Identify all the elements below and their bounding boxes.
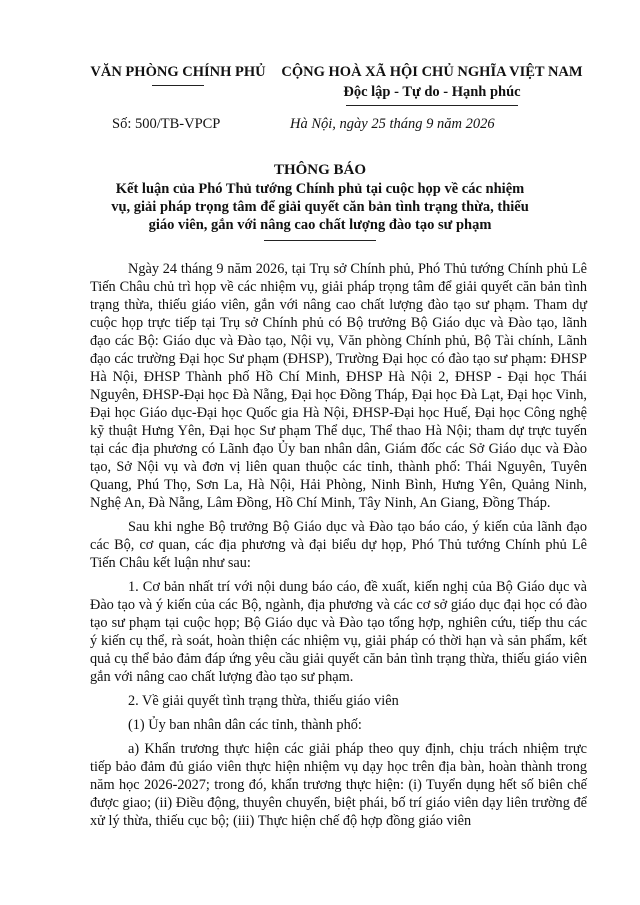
national-motto: Độc lập - Tự do - Hạnh phúc bbox=[343, 84, 521, 100]
body-paragraph: a) Khẩn trương thực hiện các giải pháp theo quy định, chịu trách nhiệm trực tiếp bảo đảm đủ giáo viên thực hiện nhiệm vụ dạy học trên địa bàn, hoàn thành trong năm học 2026-2027; trong đó, khẩn trương thực hiện: (i) Tuyển dụng hết số biên chế được giao; (ii) Điều động, thuyên chuyển, biệt phái, bố trí giáo viên dạy liên trường để xử lý thừa, thiếu cục bộ; (iii) Thực hiện chế độ hợp đồng giáo viên bbox=[90, 741, 587, 829]
document-subtitle: Kết luận của Phó Thủ tướng Chính phủ tại cuộc họp về các nhiệm vụ, giải pháp trọng tâm để giải quyết căn bản tình trạng thừa, thiếu giáo viên, gắn với nâng cao chất lượng đào tạo sư phạm bbox=[111, 181, 529, 233]
national-header-block bbox=[272, 62, 592, 106]
body-paragraph: 1. Cơ bản nhất trí với nội dung báo cáo, đề xuất, kiến nghị của Bộ Giáo dục và Đào tạo và ý kiến của các Bộ, ngành, địa phương và các cơ sở giáo dục đại học có đào tạo sư phạm tại cuộc họp; Bộ Giáo dục và Đào tạo tổng hợp, nghiên cứu, tiếp thu các ý kiến cụ thể, rà soát, hoàn thiện các nhiệm vụ, giải pháp có thời hạn và sản phẩm, kết quả cụ thể bảo đảm đáp ứng yêu cầu giải quyết căn bản tình trạng thừa, thiếu giáo viên gắn với nâng cao chất lượng đào tạo sư phạm. bbox=[90, 579, 587, 685]
issuing-agency: VĂN PHÒNG CHÍNH PHỦ bbox=[90, 64, 266, 80]
motto-underline bbox=[346, 105, 518, 106]
document-body bbox=[90, 260, 587, 836]
document-title: THÔNG BÁO bbox=[273, 162, 367, 178]
title-block bbox=[110, 160, 530, 241]
issuing-agency-block bbox=[88, 62, 268, 86]
body-paragraph: Ngày 24 tháng 9 năm 2026, tại Trụ sở Chính phủ, Phó Thủ tướng Chính phủ Lê Tiến Châu chủ trì họp về các nhiệm vụ, giải pháp trọng tâm để giải quyết căn bản tình trạng thừa, thiếu giáo viên, gắn với nâng cao chất lượng đào tạo sư phạm. Tham dự cuộc họp trực tiếp tại Trụ sở Chính phủ có Bộ trưởng Bộ Giáo dục và Đào tạo, lãnh đạo các Bộ: Giáo dục và Đào tạo, Nội vụ, Văn phòng Chính phủ, Bộ Tài chính, Lãnh đạo các trường Đại học Sư phạm (ĐHSP), Trường Đại học có đào tạo sư phạm: ĐHSP Hà Nội, ĐHSP Thành phố Hồ Chí Minh, ĐHSP Hà Nội 2, ĐHSP - Đại học Thái Nguyên, ĐHSP-Đại học Đà Nẵng, Đại học Đồng Tháp, Đại học Đà Lạt, Đại học Vinh, Đại học Giáo dục-Đại học Quốc gia Hà Nội, ĐHSP-Đại học Huế, Đại học Công nghệ kỹ thuật Hưng Yên, Đại học Sư phạm Thể dục, Thể thao Hà Nội; tham dự trực tuyến tại các địa phương có Lãnh đạo Ủy ban nhân dân, Giám đốc các Sở Giáo dục và Đào tạo, Sở Nội vụ và đơn vị liên quan thuộc các tỉnh, thành phố: Thái Nguyên, Tuyên Quang, Phú Thọ, Sơn La, Hà Nội, Hải Phòng, Ninh Bình, Hưng Yên, Quảng Ninh, Nghệ An, Đà Nẵng, Lâm Đồng, Hồ Chí Minh, Tây Ninh, An Giang, Đồng Tháp. bbox=[90, 261, 587, 511]
section-heading: 2. Về giải quyết tình trạng thừa, thiếu giáo viên bbox=[128, 693, 399, 709]
place-date: Hà Nội, ngày 25 tháng 9 năm 2026 bbox=[290, 116, 495, 132]
subsection-heading: (1) Ủy ban nhân dân các tỉnh, thành phố: bbox=[128, 717, 362, 733]
agency-underline bbox=[152, 85, 204, 86]
body-paragraph: Sau khi nghe Bộ trưởng Bộ Giáo dục và Đào tạo báo cáo, ý kiến của lãnh đạo các Bộ, cơ quan, các địa phương và đại biểu dự họp, Phó Thủ tướng Chính phủ Lê Tiến Châu kết luận như sau: bbox=[90, 519, 587, 571]
country-name: CỘNG HOÀ XÃ HỘI CHỦ NGHĨA VIỆT NAM bbox=[281, 64, 583, 80]
document-number: Số: 500/TB-VPCP bbox=[112, 116, 221, 132]
title-underline bbox=[264, 240, 376, 241]
